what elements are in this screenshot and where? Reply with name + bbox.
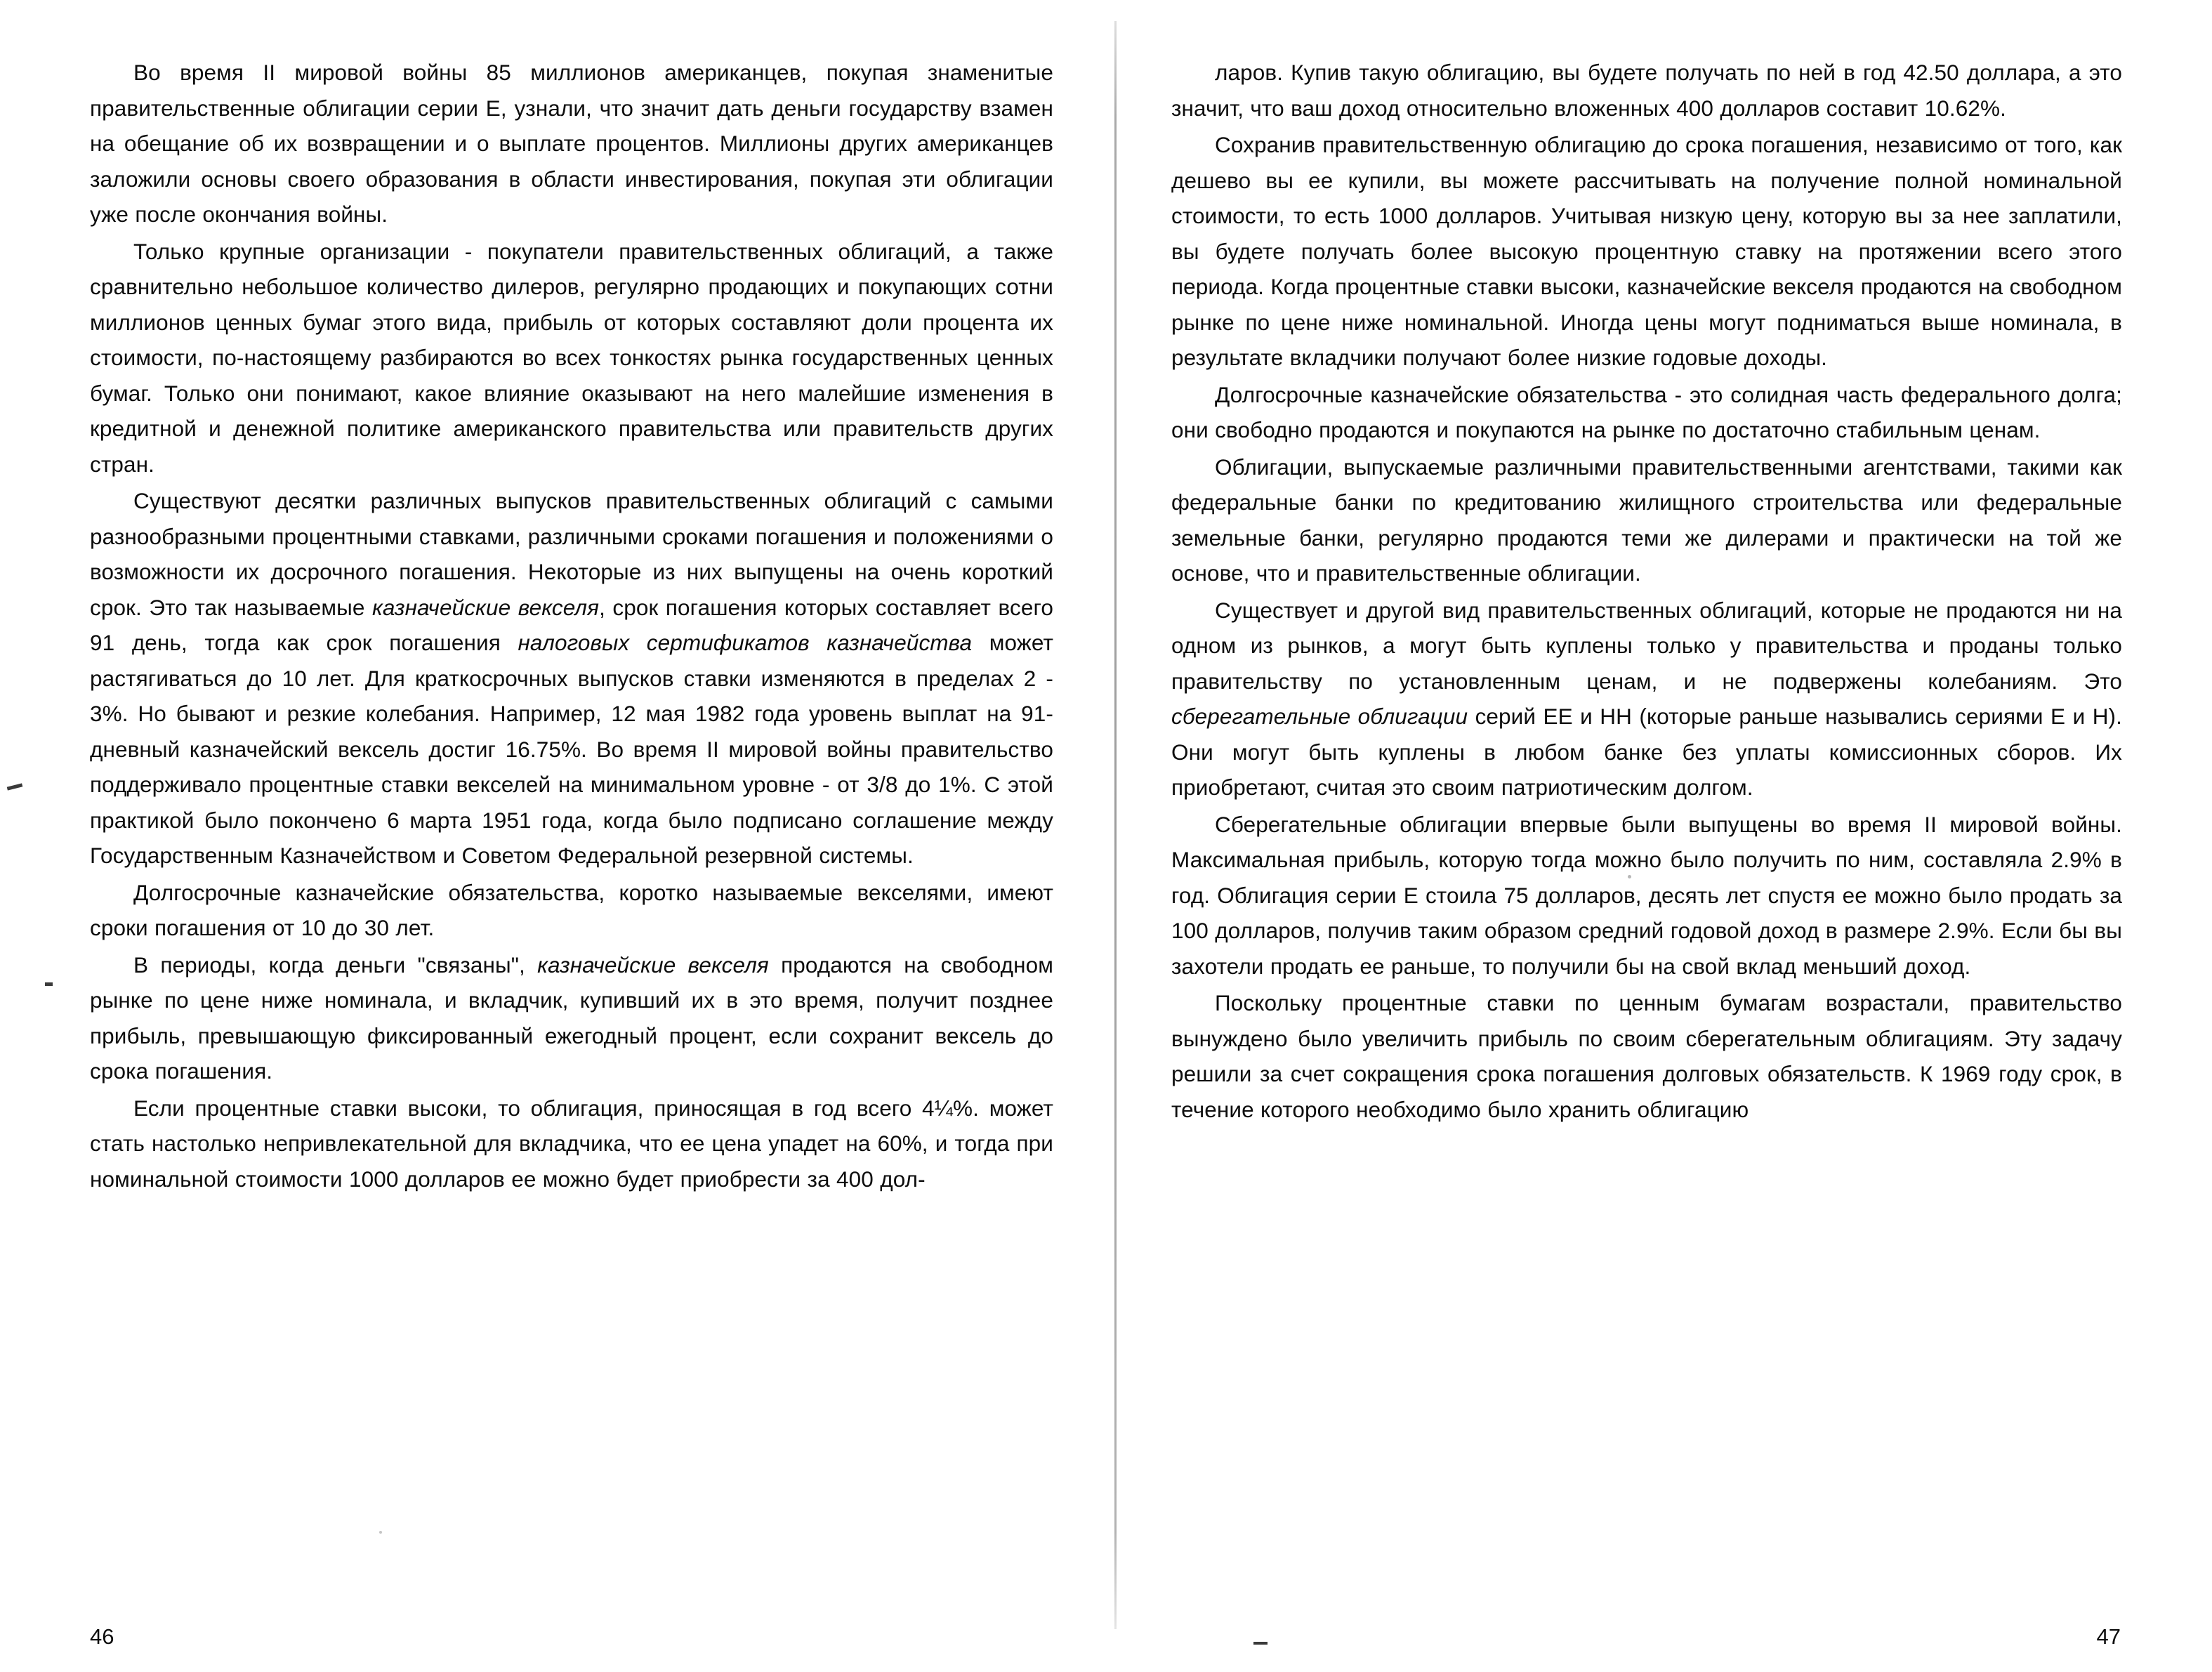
right-column-text: [1171, 55, 2122, 1127]
page-right: [1117, 0, 2212, 1672]
book-gutter-shadow: [1114, 21, 1117, 1629]
paragraph: В периоды, когда деньги "связаны", казначейские векселя продаются на свободном рынке по цене ниже номинала, и вкладчик, купивший их в это время, получит позднее прибыль, превышающую фиксированный ежегодный процент, если сохранит вексель до срока погашения.: [90, 952, 1053, 1084]
paragraph: Поскольку процентные ставки по ценным бумагам возрастали, правительство вынуждено было увеличить прибыль по своим сберегательным облигациям. Эту задачу решили за счет сокращения срока погашения долговых обязательств. К 1969 году срок, в течение которого необходимо было хранить облигацию: [1171, 990, 2122, 1122]
scan-artifact-mark: [1253, 1642, 1268, 1645]
paragraph: Существует и другой вид правительственных облигаций, которые не продаются ни на одном из рынков, а могут быть куплены только у правительства и проданы только правительству по установленным ценам, и не подвержены колебаниям. Это сберегательные облигации серий ЕЕ и НН (которые раньше назывались сериями Е и Н). Они могут быть куплены в любом банке без уплаты комиссионных сборов. Их приобретают, считая это своим патриотическим долгом.: [1171, 597, 2122, 800]
paragraph: Если процентные ставки высоки, то облигация, приносящая в год всего 4¼%. может стать настолько непривлекательной для вкладчика, что ее цена упадет на 60%, и тогда при номинальной стоимости 1000 долларов ее можно будет приобрести за 400 дол-: [90, 1095, 1053, 1192]
paragraph: Долгосрочные казначейские обязательства - это солидная часть федерального долга; они свободно продаются и покупаются на рынке по достаточно стабильным ценам.: [1171, 381, 2122, 442]
paragraph: Сохранив правительственную облигацию до срока погашения, независимо от того, как дешево вы ее купили, вы можете рассчитывать на получение полной номинальной стоимости, то есть 1000 долларов. Учитывая низкую цену, которую вы за нее заплатили, вы будете получать более высокую процентную ставку на протяжении всего этого периода. Когда процентные ставки высоки, казначейские векселя продаются на свободном рынке по цене ниже номинальной. Иногда цены могут подниматься выше номинала, в результате вкладчики получают более низкие годовые доходы.: [1171, 132, 2122, 370]
scan-artifact-mark: [45, 982, 53, 986]
paragraph: Облигации, выпускаемые различными правительственными агентствами, такими как федеральные банки по кредитованию жилищного строительства или федеральные земельные банки, регулярно продаются теми же дилерами и практически на той же основе, что и правительственные облигации.: [1171, 454, 2122, 586]
scan-speck: [1628, 875, 1631, 878]
paragraph: Только крупные организации - покупатели правительственных облигаций, а также сравнительно небольшое количество дилеров, регулярно продающих и покупающих сотни миллионов ценных бумаг этого вида, прибыль от которых составляют доли процента их стоимости, по-настоящему разбираются во всех тонкостях рынка государственных ценных бумаг. Только они понимают, какое влияние оказывают на него малейшие изменения в кредитной и денежной политике американского правительства или правительств других стран.: [90, 238, 1053, 477]
left-column-text: [90, 55, 1053, 1197]
paragraph: Существуют десятки различных выпусков правительственных облигаций с самыми разнообразными процентными ставками, различными сроками погашения и положениями о возможности их досрочного погашения. Некоторые из них выпущены на очень короткий срок. Это так называемые казначейские векселя, срок погашения которых составляет всего 91 день, тогда как срок погашения налоговых сертификатов казначейства может растягиваться до 10 лет. Для краткосрочных выпусков ставки изменяются в пределах 2 - 3%. Но бывают и резкие колебания. Например, 12 мая 1982 года уровень выплат на 91-дневный казначейский вексель достиг 16.75%. Во время II мировой войны правительство поддерживало процентные ставки векселей на минимальном уровне - от 3/8 до 1%. С этой практикой было покончено 6 марта 1951 года, когда было подписано соглашение между Государственным Казначейством и Советом Федеральной резервной системы.: [90, 488, 1054, 868]
paragraph: Во время II мировой войны 85 миллионов американцев, покупая знаменитые правительственные облигации серии Е, узнали, что значит дать деньги государству взамен на обещание об их возвращении и о выплате процентов. Миллионы других американцев заложили основы своего образования в области инвестирования, покупая эти облигации уже после окончания войны.: [90, 60, 1053, 227]
page-number-right: 47: [2096, 1624, 2121, 1649]
page-number-left: 46: [90, 1624, 114, 1649]
paragraph: Долгосрочные казначейские обязательства, коротко называемые векселями, имеют сроки погашения от 10 до 30 лет.: [90, 879, 1053, 940]
scan-speck: [379, 1531, 382, 1534]
paragraph: ларов. Купив такую облигацию, вы будете получать по ней в год 42.50 доллара, а это значит, что ваш доход относительно вложенных 400 долларов составит 10.62%.: [1171, 60, 2122, 121]
paragraph: Сберегательные облигации впервые были выпущены во время II мировой войны. Максимальная прибыль, которую тогда можно было получить по ним, составляла 2.9% в год. Облигация серии Е стоила 75 долларов, десять лет спустя ее можно было продать за 100 долларов, получив таким образом средний годовой доход в размере 2.9%. Если бы вы захотели продать ее раньше, то получили бы на свой вклад меньший доход.: [1171, 811, 2122, 979]
